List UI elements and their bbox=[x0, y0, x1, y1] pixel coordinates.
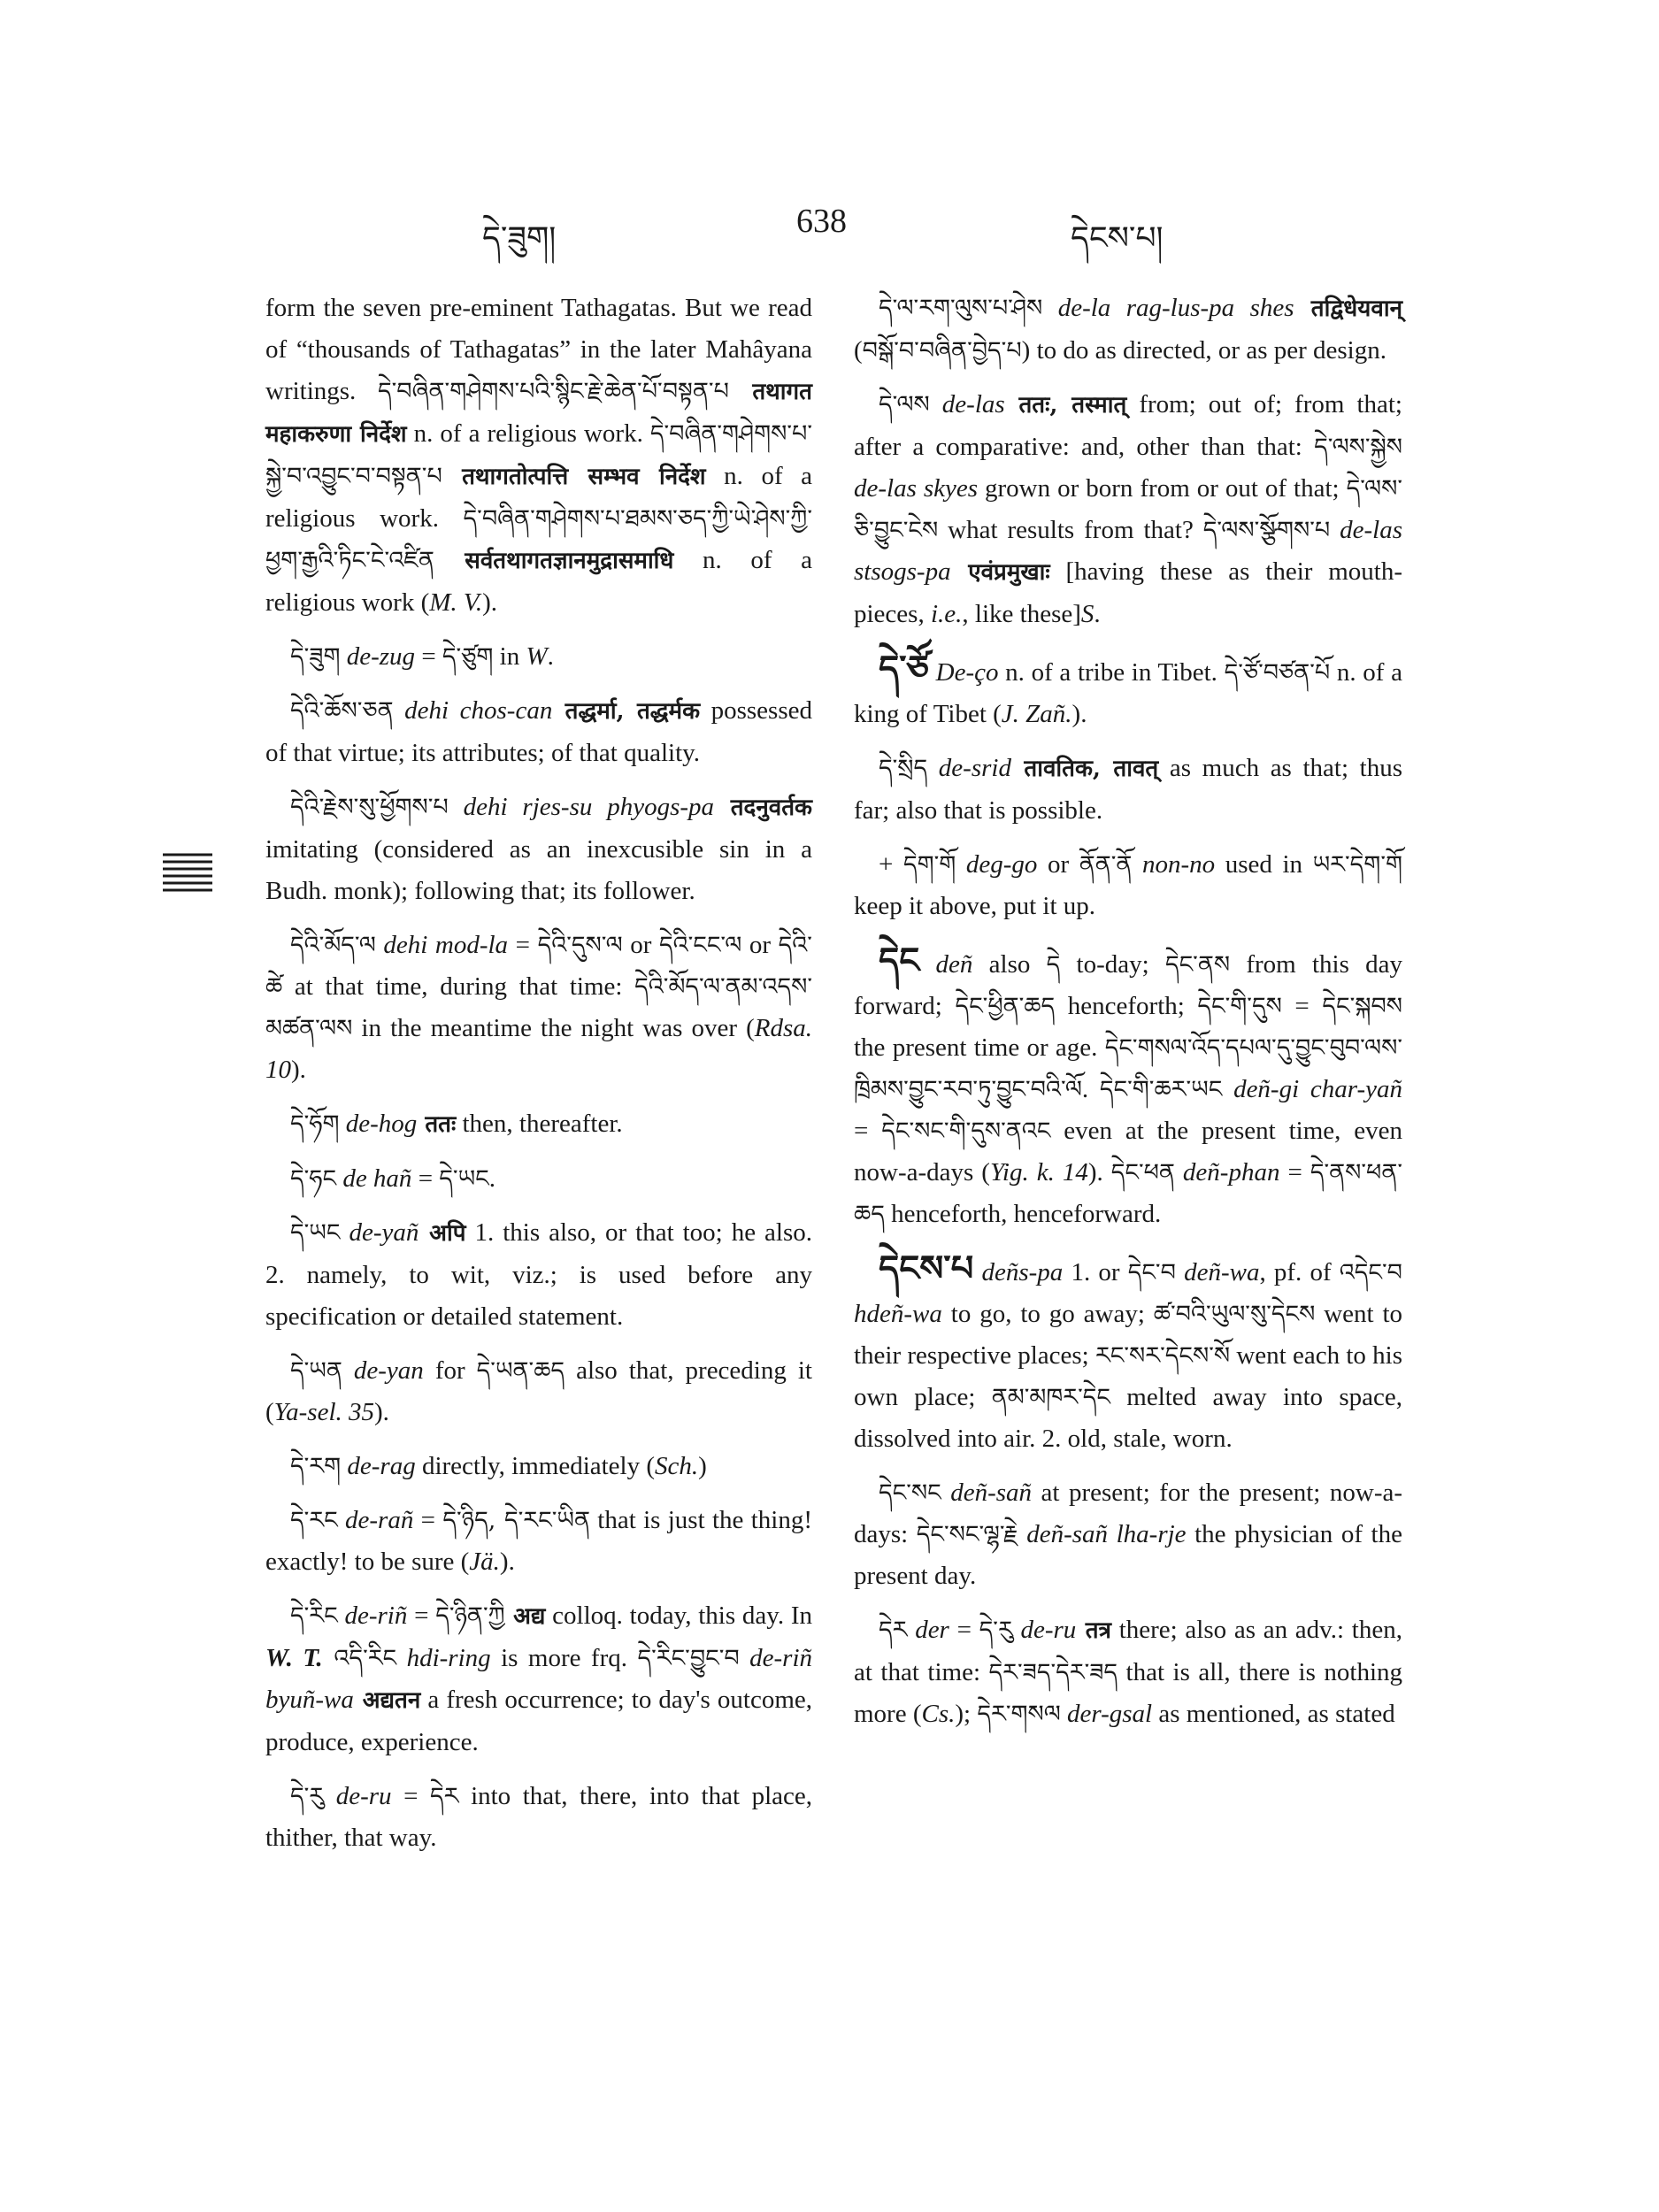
entry: དེང་སང deñ-sañ at present; for the present; now-a-days: དེང་སང་ལྷ་རྗེ deñ-sañ lha-rje the physician of the present day. bbox=[854, 1479, 1402, 1590]
entry: form the seven pre-eminent Tathagatas. But we read of “thousands of Tathagatas” in the later Mahâyana writings. དེ་བཞིན་གཤེགས་པའི་སྙིང་རྗེ་ཆེན་པོ་བསྟན་པ तथागत महाकरुणा निर्देश n. of a religious work. དེ་བཞིན་གཤེགས་པ་སྐྱེ་བ་འབྱུང་བ་བསྟན་པ तथागतोत्पत्ति सम्भव निर्देश n. of a religious work. དེ་བཞིན་གཤེགས་པ་ཐམས་ཅད་ཀྱི་ཡེ་ཤེས་ཀྱི་ཕྱག་རྒྱའི་ཏིང་ངེ་འཛིན सर्वतथागतज्ञानमुद्रासमाधि n. of a religious work (M. V.). bbox=[265, 294, 813, 617]
entry: དེ་རག de-rag directly, immediately (Sch.) bbox=[290, 1452, 707, 1480]
entry: དེ་ཧང de hañ = དེ་ཡང. bbox=[290, 1164, 496, 1193]
entry: དེ་ལ་རག་ལུས་པ་ཤེས de-la rag-lus-pa shes तद्विधेयवान् (བསྒོ་བ་བཞིན་བྱེད་པ) to do as directed, or as per design. bbox=[854, 294, 1402, 365]
page-header bbox=[0, 202, 1659, 255]
running-head-right: དེངས་པ། bbox=[1071, 220, 1164, 257]
entry: དེ་ཙོ De-ço n. of a tribe in Tibet. དེ་ཙོ་བཙན་པོ n. of a king of Tibet (J. Zañ.). bbox=[854, 648, 1403, 728]
entry: དེའི་རྗེས་སུ་ཕྱོགས་པ dehi rjes-su phyogs-pa तदनुवर्तक imitating (considered as an inexcusible sin in a Budh. monk); following that; its follower. bbox=[265, 793, 813, 905]
entry: དེ་ཟུག de-zug = དེ་ཙུག in W. bbox=[290, 642, 554, 671]
entry: དེ་རང de-rañ = དེ་ཉིད, དེ་རང་ཡིན that is just the thing! exactly! to be sure (Jä.). bbox=[265, 1506, 812, 1576]
page-number: 638 bbox=[796, 203, 847, 240]
entry: དེ་རུ de-ru = དེར into that, there, into that place, thither, that way. bbox=[265, 1782, 812, 1852]
entry: དེ་ལས de-las ततः, तस्मात् from; out of; from that; after a comparative: and, other than that: དེ་ལས་སྐྱེས de-las skyes grown or born from or out of that; དེ་ལས་ཅི་བྱུང་ངེས what results from that? དེ་ལས་སྩོགས་པ de-las stsogs-pa एवंप्रमुखाः [having these as their mouth-pieces, i.e., like these]S. bbox=[854, 390, 1403, 628]
running-head-left: དེ་ཟུག། bbox=[482, 220, 557, 257]
entry: དེར der = དེ་རུ de-ru तत्र there; also as an adv.: then, at that time: དེར་ཟད་དེར་ཟད that is all, there is nothing more (Cs.); དེར་གསལ der-gsal as mentioned, as stated bbox=[854, 1616, 1403, 1728]
entry: དེ་རིང de-riñ = དེ་ཉིན་ཀྱི अद्य colloq. today, this day. In W. T. འདི་རིང hdi-ring is more frq. དེ་རིང་བྱུང་བ de-riñ byuñ-wa अद्यतन a fresh occurrence; to day's outcome, produce, experience. bbox=[265, 1601, 813, 1756]
entry: དེ་ཧོག de-hog ततः then, thereafter. bbox=[290, 1110, 623, 1138]
left-column bbox=[265, 288, 812, 1871]
entry: དེའི་མོད་ལ dehi mod-la = དེའི་དུས་ལ or དེའི་ངང་ལ or དེའི་ཚེ at that time, during that time: དེའི་མོད་ལ་ནམ་འདས་མཚན་ལས in the meantime the night was over (Rdsa. 10). bbox=[265, 931, 812, 1084]
entry: དེ་སྲིད de-srid तावतिक, तावत् as much as that; thus far; also that is possible. bbox=[854, 754, 1402, 825]
entry: + དེག་གོ deg-go or ནོན་ནོ non-no used in ཡར་དེག་གོ keep it above, put it up. bbox=[854, 850, 1402, 920]
entry: དེང deñ also དེ to-day; དེང་ནས from this day forward; དེང་ཕྱིན་ཆད henceforth; དེང་གི་དུས = དེང་སྐབས the present time or age. དེང་གསལ་འོད་དཔལ་དུ་བྱུང་བུབ་ལས་ཁྲིམས་བྱུང་རབ་ཏུ་བྱུང་བའི་ལོ. དེང་གི་ཆར་ཡང deñ-gi char-yañ = དེང་སང་གི་དུས་ནའང even at the present time, even now-a-days (Yig. k. 14). དེང་ཕན deñ-phan = དེ་ནས་ཕན་ཆད henceforth, henceforward. bbox=[854, 940, 1403, 1228]
right-column bbox=[854, 288, 1402, 1747]
entry: དེངས་པ deñs-pa 1. or དེང་བ deñ-wa, pf. of འདེང་བ hdeñ-wa to go, to go away; ཚ་བའི་ཡུལ་སུ་དེངས went to their respective places; རང་སར་དེངས་སོ went each to his own place; ནམ་མཁར་དེང melted away into space, dissolved into air. 2. old, stale, worn. bbox=[854, 1248, 1403, 1453]
entry: དེ་ཡང de-yañ अपि 1. this also, or that too; he also. 2. namely, to wit, viz.; is used before any specification or detailed statement. bbox=[265, 1218, 813, 1331]
entry: དེའི་ཆོས་ཅན dehi chos-can तद्धर्मा, तद्धर्मक possessed of that virtue; its attributes; of that quality. bbox=[265, 696, 812, 767]
entry: དེ་ཡན de-yan for དེ་ཡན་ཆད also that, preceding it (Ya-sel. 35). bbox=[265, 1356, 812, 1426]
margin-mark-icon bbox=[161, 849, 214, 892]
